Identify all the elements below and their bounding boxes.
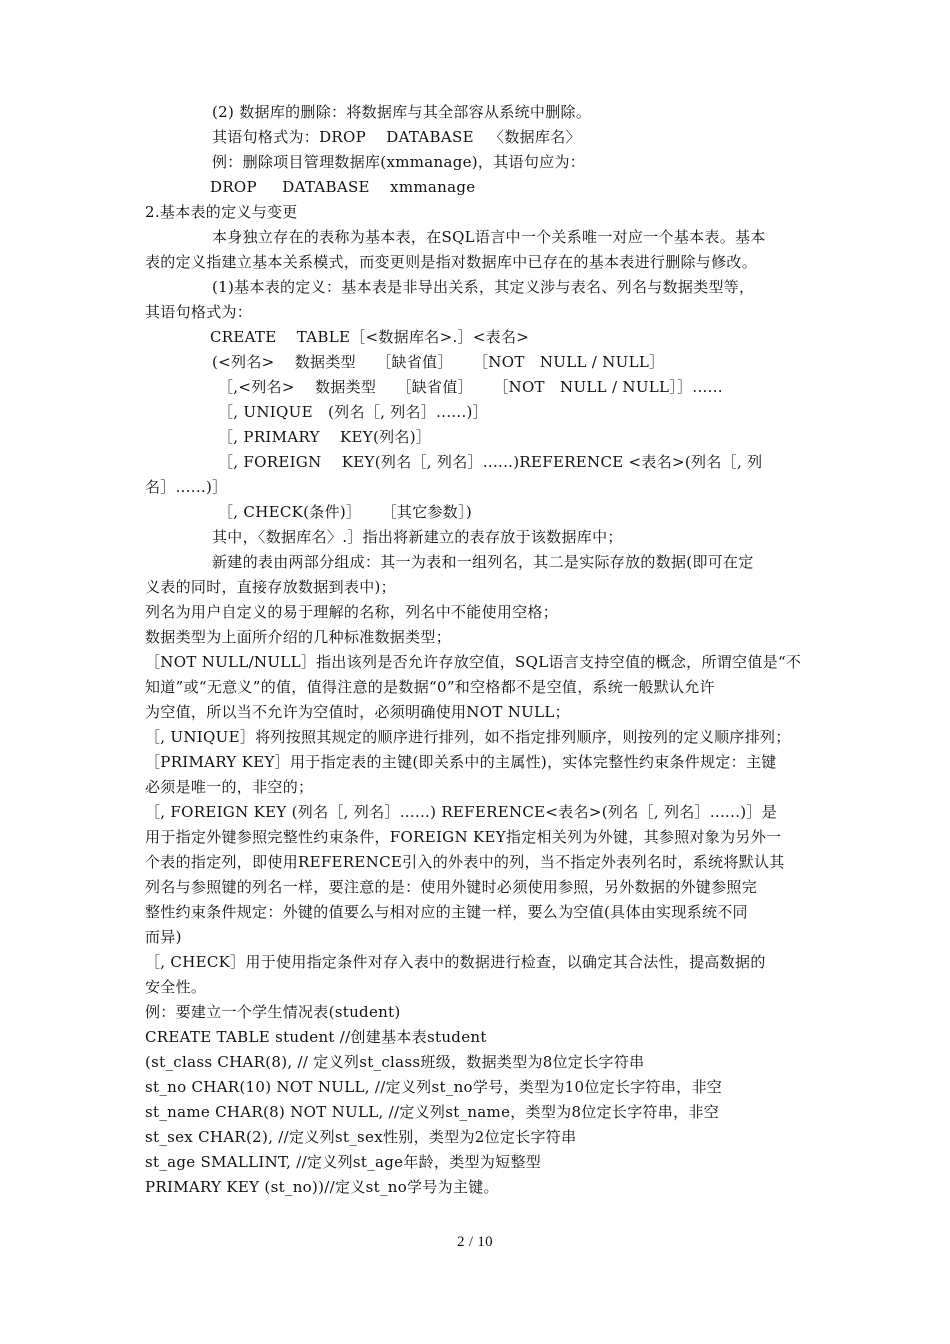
text-line: ［, CHECK］用于使用指定条件对存入表中的数据进行检查，以确定其合法性，提高数据的: [145, 953, 766, 971]
section-heading: 2.基本表的定义与变更: [145, 203, 298, 221]
syntax-line: ［, CHECK(条件)］ ［其它参数］): [218, 503, 473, 521]
text-line: 个表的指定列，即使用REFERENCE引入的外表中的列，当不指定外表列名时，系统将默认其: [145, 853, 785, 871]
text-line: ［NOT NULL/NULL］指出该列是否允许存放空值，SQL语言支持空值的概念，所谓空值是“不: [145, 653, 802, 671]
text-line: 例：删除项目管理数据库(xmmanage)，其语句应为：: [212, 153, 586, 171]
text-line: 用于指定外键参照完整性约束条件，FOREIGN KEY指定相关列为外键，其参照对象为另外一: [145, 828, 782, 846]
text-line: 整性约束条件规定：外键的值要么与相对应的主键一样，要么为空值(具体由实现系统不同: [145, 903, 748, 921]
code-line: st_sex CHAR(2), //定义列st_sex性别，类型为2位定长字符串: [145, 1128, 577, 1146]
code-line: st_age SMALLINT, //定义列st_age年龄，类型为短整型: [145, 1153, 542, 1171]
text-line: 义表的同时，直接存放数据到表中)；: [145, 578, 396, 596]
syntax-line: ［,<列名> 数据类型 ［缺省值］ ［NOT NULL / NULL］］......: [218, 378, 723, 396]
text-line: 其语句格式为：: [145, 303, 253, 321]
syntax-line: ［, FOREIGN KEY(列名［, 列名］......)REFERENCE <表名>(列名［, 列: [218, 453, 763, 471]
text-line: ［, FOREIGN KEY (列名［, 列名］......) REFERENCE<表名>(列名［, 列名］......)］是: [145, 803, 778, 821]
text-line: 而异): [145, 928, 182, 946]
syntax-line: 名］......)］: [145, 478, 228, 496]
text-line: (2) 数据库的删除：将数据库与其全部容从系统中删除。: [212, 103, 592, 121]
text-line: 本身独立存在的表称为基本表，在SQL语言中一个关系唯一对应一个基本表。基本: [212, 228, 766, 246]
text-line: 数据类型为上面所介绍的几种标准数据类型；: [145, 628, 452, 646]
text-line: DROP DATABASE xmmanage: [210, 178, 476, 196]
text-line: ［PRIMARY KEY］用于指定表的主键(即关系中的主属性)，实体完整性约束条件规定：主键: [145, 753, 777, 771]
syntax-line: ［, PRIMARY KEY(列名)］: [218, 428, 432, 446]
code-line: st_name CHAR(8) NOT NULL, //定义列st_name，类型为8位定长字符串，非空: [145, 1103, 719, 1121]
page-number: 2 / 10: [457, 1234, 493, 1250]
code-line: st_no CHAR(10) NOT NULL, //定义列st_no学号，类型为10位定长字符串，非空: [145, 1078, 723, 1096]
text-line: 其中，〈数据库名〉.］指出将新建立的表存放于该数据库中；: [212, 528, 623, 546]
text-line: 知道”或“无意义”的值，值得注意的是数据“0”和空格都不是空值，系统一般默认允许: [145, 678, 715, 696]
syntax-line: CREATE TABLE［<数据库名>.］<表名>: [210, 328, 530, 346]
text-line: 为空值，所以当不允许为空值时，必须明确使用NOT NULL；: [145, 703, 570, 721]
text-line: 列名为用户自定义的易于理解的名称，列名中不能使用空格；: [145, 603, 559, 621]
code-line: PRIMARY KEY (st_no))//定义st_no学号为主键。: [145, 1178, 499, 1196]
text-line: 新建的表由两部分组成：其一为表和一组列名，其二是实际存放的数据(即可在定: [212, 553, 754, 571]
syntax-line: ［, UNIQUE (列名［, 列名］......)］: [218, 403, 488, 421]
code-line: CREATE TABLE student //创建基本表student: [145, 1028, 487, 1046]
text-line: ［, UNIQUE］将列按照其规定的顺序进行排列，如不指定排列顺序，则按列的定义顺序排列；: [145, 728, 791, 746]
text-line: 安全性。: [145, 978, 207, 996]
syntax-line: (<列名> 数据类型 ［缺省值］ ［NOT NULL / NULL］: [212, 353, 665, 371]
text-line: 列名与参照键的列名一样，要注意的是：使用外键时必须使用参照，另外数据的外键参照完: [145, 878, 758, 896]
text-line: 其语句格式为：DROP DATABASE 〈数据库名〉: [212, 128, 581, 146]
text-line: (1)基本表的定义：基本表是非导出关系，其定义涉与表名、列名与数据类型等，: [212, 278, 755, 296]
text-line: 必须是唯一的，非空的；: [145, 778, 314, 796]
code-line: (st_class CHAR(8), // 定义列st_class班级，数据类型为8位定长字符串: [145, 1053, 645, 1071]
text-line: 例：要建立一个学生情况表(student): [145, 1003, 401, 1021]
text-line: 表的定义指建立基本关系模式，而变更则是指对数据库中已存在的基本表进行删除与修改。: [145, 253, 758, 271]
